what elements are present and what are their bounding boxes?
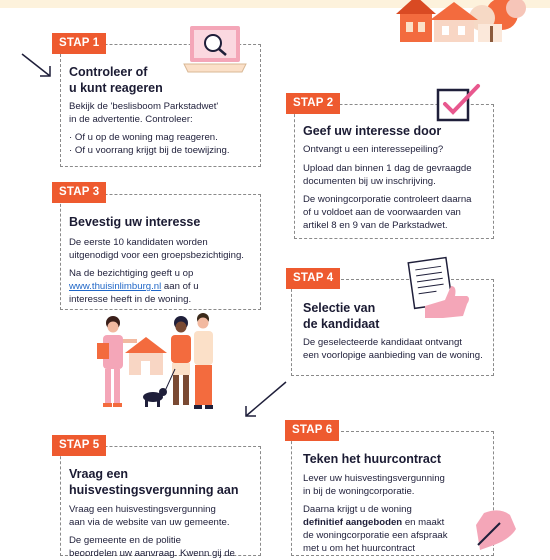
step-2-text: documenten bij uw inschrijving. (303, 176, 436, 187)
step-1-title-line-2: u kunt reageren (69, 81, 163, 95)
step-4-title-line-1: Selectie van (303, 301, 376, 315)
step-5-title-line-1: Vraag een (69, 467, 129, 481)
step-2-title: Geef uw interesse door (303, 124, 442, 138)
step-6-title: Teken het huurcontract (303, 452, 441, 466)
step-1-label: STAP 1 (52, 33, 106, 54)
step-3-label: STAP 3 (52, 182, 106, 203)
step-3-text-with-link (69, 280, 199, 293)
step-1-title-line-1: Controleer of (69, 65, 148, 79)
step-4-text: De geselecteerde kandidaat ontvangt (303, 337, 462, 348)
step-1-text: in de advertentie. Controleer: (69, 114, 193, 125)
step-3-text: aan of u (161, 281, 199, 292)
step-4-label: STAP 4 (286, 268, 340, 289)
step-6-text (303, 516, 444, 529)
step-5-label: STAP 5 (52, 435, 106, 456)
step-6-text: de woningcorporatie een afspraak (303, 530, 448, 541)
step-5-text: De gemeente en de politie (69, 535, 182, 546)
step-3-text: uitgenodigd voor een groepsbezichtiging. (69, 250, 244, 261)
laptop-search-icon (182, 24, 248, 76)
step-1-bullet: · Of u op de woning mag reageren. (69, 132, 218, 143)
step-6-text: met u om het huurcontract (303, 543, 415, 554)
step-2-text: of u voldoet aan de voorwaarden van (303, 207, 461, 218)
checkbox-icon (436, 84, 482, 124)
step-5-text: beoordelen uw aanvraag. Kwenn gij de (69, 548, 235, 559)
houses-illustration (390, 0, 550, 45)
step-6-text: Daarna krijgt u de woning (303, 504, 412, 515)
arrow-icon (20, 52, 56, 82)
step-3-text: De eerste 10 kandidaten worden (69, 237, 208, 248)
step-5-title-line-2: huisvestingsvergunning aan (69, 483, 239, 497)
step-1-text: Bekijk de 'beslisboom Parkstadwet' (69, 101, 219, 112)
step-2-text: Upload dan binnen 1 dag de gevraagde (303, 163, 472, 174)
hand-pen-illustration (470, 505, 550, 550)
arrow-icon (240, 380, 290, 420)
step-4-title-line-2: de kandidaat (303, 317, 380, 331)
step-1-bullet: · Of u voorrang krijgt bij de toewijzing. (69, 145, 230, 156)
step-5-text: aan via de website van uw gemeente. (69, 517, 230, 528)
step-4-text: een voorlopige aanbieding van de woning. (303, 350, 483, 361)
step-2-text: Ontvangt u een interessepeiling? (303, 144, 444, 155)
thuisinlimburg-link[interactable]: www.thuisinlimburg.nl (69, 281, 162, 292)
step-3-text: interesse heeft in de woning. (69, 294, 192, 305)
step-3-text: Na de bezichtiging geeft u op (69, 268, 194, 279)
step-2-text: artikel 8 en 9 van de Parkstadwet. (303, 220, 448, 231)
step-6-text: en maakt (402, 517, 445, 528)
step-6-bold-text: definitief aangeboden (303, 517, 403, 528)
step-6-text: in bij de woningcorporatie. (303, 486, 415, 497)
step-2-text: De woningcorporatie controleert daarna (303, 194, 472, 205)
step-3-title: Bevestig uw interesse (69, 215, 201, 229)
step-6-text: Lever uw huisvestingsvergunning (303, 473, 445, 484)
step-5-text: Vraag een huisvestingsvergunning (69, 504, 216, 515)
people-illustration (95, 305, 230, 415)
document-thumbs-up-icon (405, 256, 473, 322)
step-2-label: STAP 2 (286, 93, 340, 114)
step-6-label: STAP 6 (285, 420, 339, 441)
